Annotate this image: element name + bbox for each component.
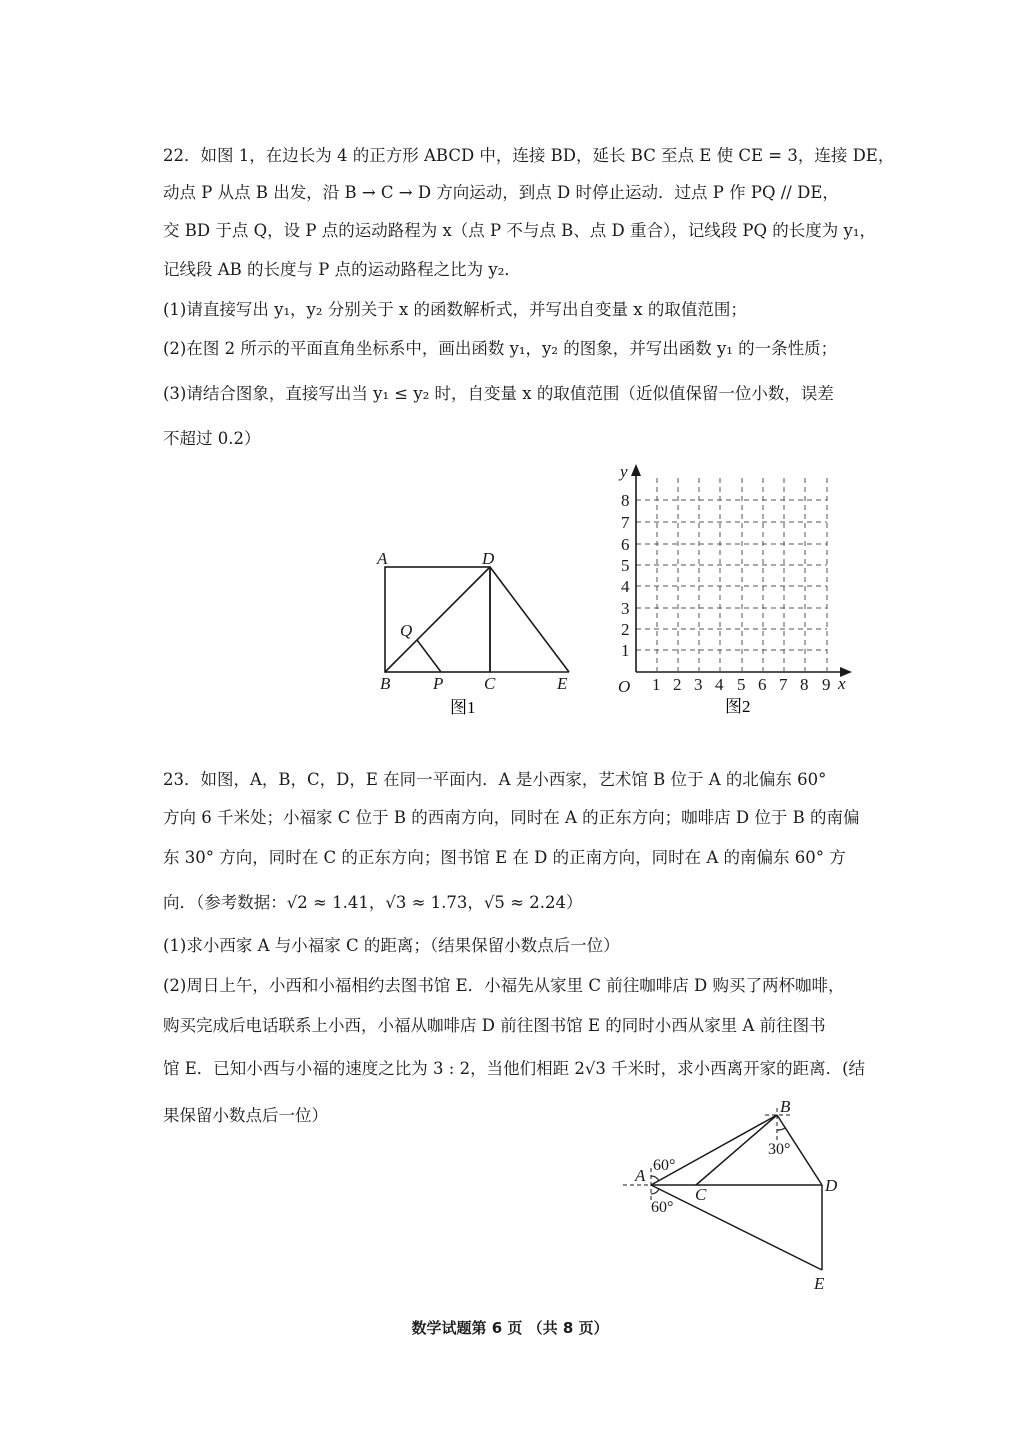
q23-part-1: (1)求小西家 A 与小福家 C 的距离；（结果保留小数点后一位）	[163, 936, 620, 955]
fig2-y-tick: 1	[621, 641, 630, 660]
q23-line-2: 方向 6 千米处；小福家 C 位于 B 的西南方向，同时在 A 的正东方向；咖啡店 D 位于 B 的南偏	[163, 808, 860, 827]
fig2-origin: O	[618, 677, 631, 696]
q23-line-1: 23．如图，A，B，C，D，E 在同一平面内．A 是小西家，艺术馆 B 位于 A 的北偏东 60°	[163, 770, 827, 789]
q22-part-3: (3)请结合图象，直接写出当 y₁ ≤ y₂ 时，自变量 x 的取值范围（近似值保留一位小数，误差	[163, 384, 834, 403]
fig2-y-tick: 4	[621, 577, 630, 596]
figure-1	[370, 545, 590, 740]
fig3-label-b: B	[780, 1097, 791, 1116]
fig1-label-p: P	[433, 674, 444, 693]
figure-2	[612, 460, 857, 750]
q22-line-1: 22．如图 1，在边长为 4 的正方形 ABCD 中，连接 BD，延长 BC 至点 E 使 CE = 3，连接 DE，	[163, 146, 895, 165]
fig3-angle-top: 60°	[653, 1157, 676, 1174]
fig2-y-tick: 6	[621, 535, 630, 554]
q22-part-3-cont: 不超过 0.2）	[163, 429, 261, 448]
fig3-label-e: E	[814, 1274, 825, 1293]
fig2-x-tick: 5	[737, 675, 746, 694]
fig1-label-d: D	[482, 549, 495, 568]
fig3-angle-bottom: 60°	[651, 1199, 674, 1216]
fig2-caption: 图2	[725, 697, 751, 716]
fig2-x-label: x	[838, 674, 846, 693]
fig2-x-tick: 2	[673, 675, 682, 694]
page-footer: 数学试题第 6 页 （共 8 页）	[411, 1319, 609, 1337]
fig2-y-tick: 2	[621, 620, 630, 639]
q23-part-2-cont-2: 馆 E．已知小西与小福的速度之比为 3 : 2，当他们相距 2√3 千米时，求小西离开家的距离．(结	[163, 1059, 866, 1078]
fig3-label-a: A	[635, 1166, 646, 1185]
fig2-grid	[636, 478, 827, 671]
q23-line-4: 向．（参考数据：√2 ≈ 1.41，√3 ≈ 1.73，√5 ≈ 2.24）	[163, 893, 583, 912]
fig2-x-tick: 4	[715, 675, 724, 694]
fig2-y-tick: 7	[621, 513, 630, 532]
fig2-y-tick: 3	[621, 599, 630, 618]
q22-line-2: 动点 P 从点 B 出发，沿 B → C → D 方向运动，到点 D 时停止运动．过点 P 作 PQ // DE，	[163, 183, 839, 202]
fig2-x-tick: 8	[800, 675, 809, 694]
fig2-x-tick: 9	[822, 675, 831, 694]
fig2-y-tick: 5	[621, 556, 630, 575]
fig2-x-tick: 1	[652, 675, 661, 694]
fig1-label-c: C	[484, 674, 496, 693]
fig3-label-c: C	[695, 1185, 707, 1204]
fig2-y-label: y	[620, 462, 628, 481]
q23-part-2-cont-3: 果保留小数点后一位）	[163, 1106, 328, 1125]
fig3-label-d: D	[825, 1176, 838, 1195]
q22-part-2: (2)在图 2 所示的平面直角坐标系中，画出函数 y₁，y₂ 的图象，并写出函数 y₁ 的一条性质；	[163, 339, 838, 358]
q22-line-3: 交 BD 于点 Q，设 P 点的运动路程为 x（点 P 不与点 B、点 D 重合），记线段 PQ 的长度为 y₁，	[163, 221, 876, 240]
fig1-caption: 图1	[450, 698, 476, 717]
fig1-label-e: E	[557, 674, 568, 693]
fig2-x-tick: 3	[694, 675, 703, 694]
fig1-label-b: B	[380, 674, 391, 693]
q23-part-2-cont-1: 购买完成后电话联系上小西，小福从咖啡店 D 前往图书馆 E 的同时小西从家里 A 前往图书	[163, 1016, 826, 1035]
fig1-label-a: A	[377, 549, 388, 568]
q22-line-4: 记线段 AB 的长度与 P 点的运动路程之比为 y₂．	[163, 260, 521, 279]
fig2-y-tick: 8	[621, 491, 630, 510]
fig1-label-q: Q	[400, 621, 413, 640]
fig2-x-tick: 7	[779, 675, 788, 694]
q23-part-2: (2)周日上午，小西和小福相约去图书馆 E．小福先从家里 C 前往咖啡店 D 购买了两杯咖啡，	[163, 976, 845, 995]
fig3-angle-b: 30°	[768, 1141, 791, 1158]
q22-part-1: (1)请直接写出 y₁，y₂ 分别关于 x 的函数解析式，并写出自变量 x 的取值范围；	[163, 300, 747, 319]
figure-3	[615, 1090, 855, 1300]
q23-line-3: 东 30° 方向，同时在 C 的正东方向；图书馆 E 在 D 的正南方向，同时在 A 的南偏东 60° 方	[163, 848, 846, 867]
fig2-x-tick: 6	[758, 675, 767, 694]
